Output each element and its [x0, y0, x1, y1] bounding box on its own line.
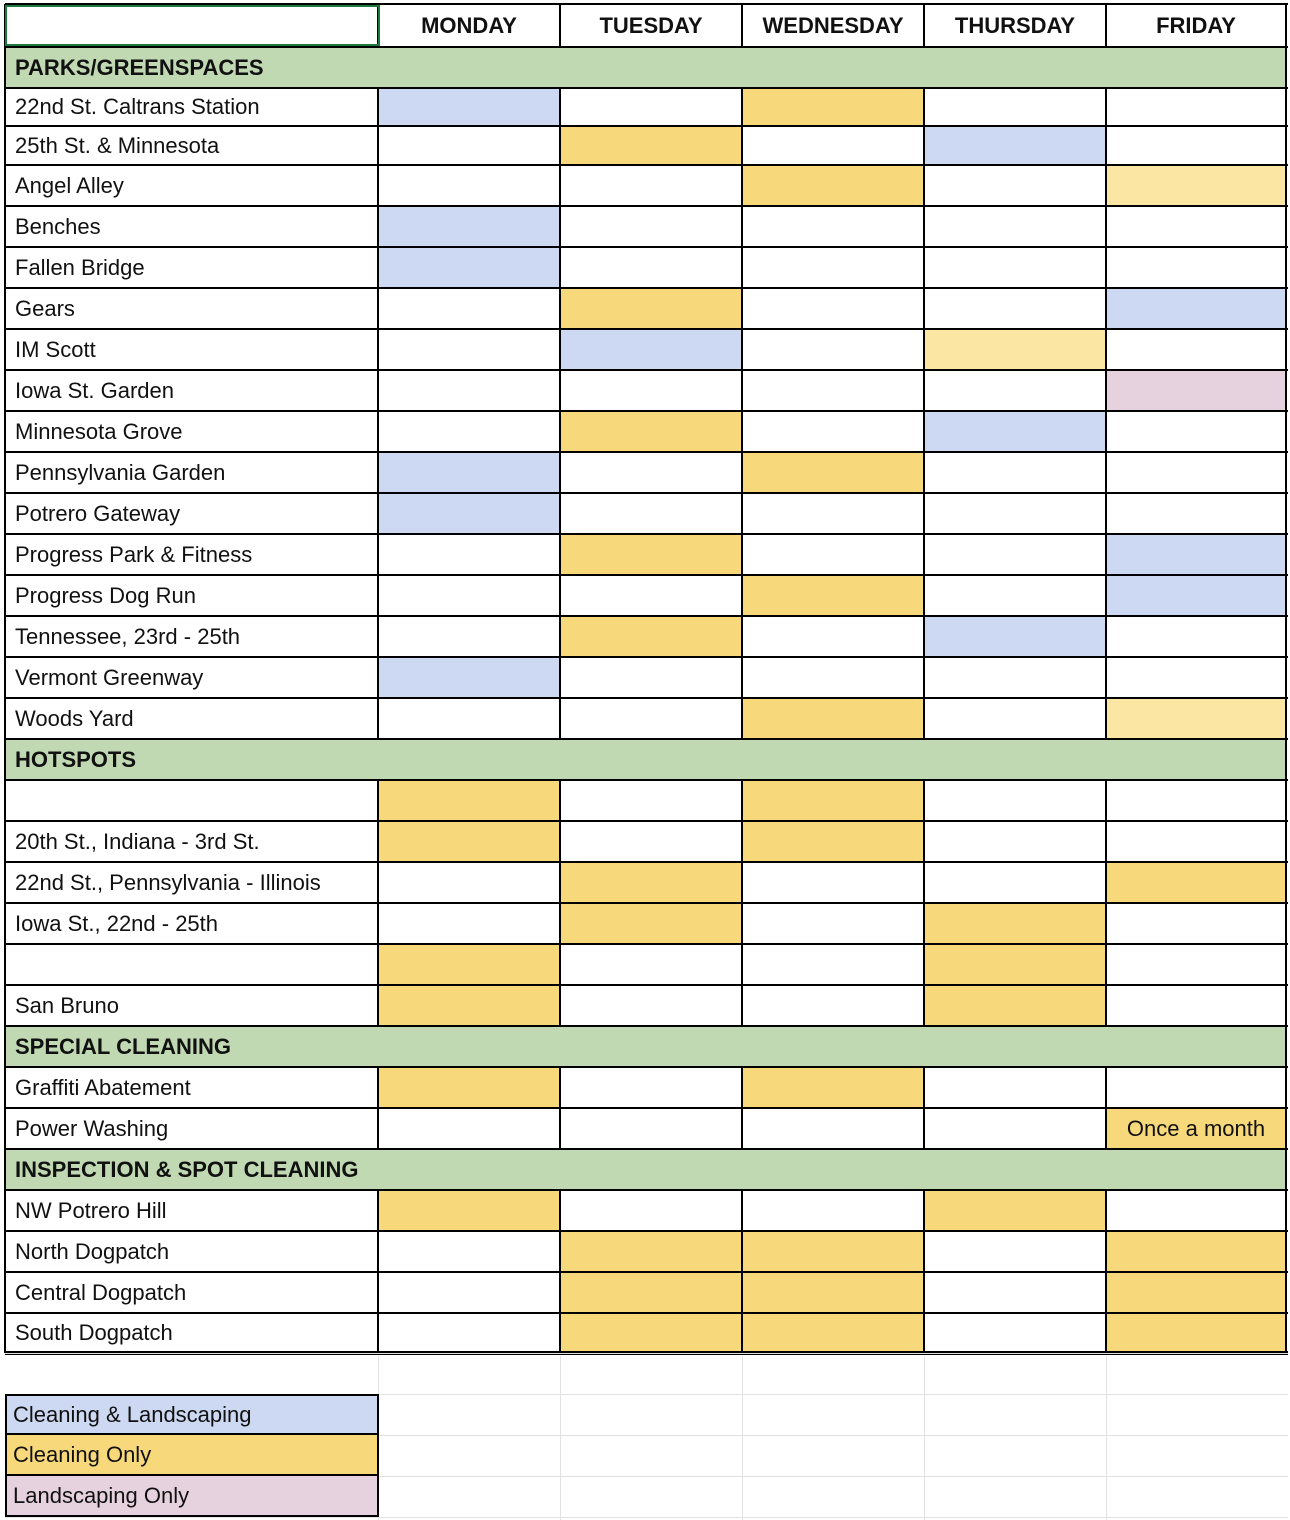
schedule-cell[interactable]	[924, 985, 1106, 1026]
grid-vline	[559, 88, 561, 739]
schedule-cell[interactable]	[742, 1313, 924, 1353]
grid-vline	[559, 4, 561, 47]
row-label[interactable]: North Dogpatch	[15, 1238, 170, 1264]
schedule-cell[interactable]	[378, 780, 560, 821]
schedule-cell[interactable]	[924, 780, 1106, 821]
schedule-cell[interactable]	[924, 862, 1106, 903]
grid-vline	[4, 4, 6, 1353]
schedule-cell[interactable]	[378, 1108, 560, 1149]
grid-hline	[5, 738, 1288, 740]
schedule-cell[interactable]	[560, 493, 742, 534]
grid-hline	[5, 656, 1288, 658]
sheet-gridline	[5, 1353, 1288, 1354]
schedule-cell[interactable]	[560, 247, 742, 288]
schedule-cell[interactable]	[924, 657, 1106, 698]
schedule-cell[interactable]	[924, 944, 1106, 985]
sheet-gridline	[924, 1356, 925, 1520]
schedule-cell[interactable]	[742, 370, 924, 411]
row-label[interactable]: Iowa St. Garden	[15, 377, 174, 403]
schedule-cell[interactable]	[560, 88, 742, 126]
schedule-cell[interactable]	[742, 206, 924, 247]
schedule-cell[interactable]	[560, 1190, 742, 1231]
schedule-cell[interactable]	[742, 616, 924, 657]
day-header-friday[interactable]: FRIDAY	[1156, 12, 1236, 38]
schedule-cell[interactable]	[742, 1231, 924, 1272]
schedule-cell[interactable]	[1106, 126, 1286, 165]
schedule-cell[interactable]	[1106, 944, 1286, 985]
schedule-cell[interactable]	[742, 1067, 924, 1108]
schedule-cell[interactable]	[1106, 534, 1286, 575]
schedule-cell[interactable]	[560, 944, 742, 985]
grid-hline	[5, 615, 1288, 617]
schedule-cell[interactable]	[924, 370, 1106, 411]
schedule-cell[interactable]	[378, 534, 560, 575]
schedule-cell[interactable]	[742, 534, 924, 575]
sheet-gridline	[742, 1356, 743, 1520]
grid-hline	[5, 1066, 1288, 1068]
schedule-cell[interactable]	[742, 1272, 924, 1313]
schedule-cell[interactable]	[742, 1190, 924, 1231]
schedule-cell[interactable]	[742, 862, 924, 903]
schedule-cell[interactable]	[378, 575, 560, 616]
schedule-cell[interactable]	[560, 903, 742, 944]
schedule-cell[interactable]	[924, 247, 1106, 288]
schedule-cell[interactable]	[1106, 1313, 1286, 1353]
grid-hline	[5, 943, 1288, 945]
schedule-cell[interactable]	[1106, 780, 1286, 821]
schedule-cell[interactable]	[742, 821, 924, 862]
schedule-cell[interactable]	[742, 575, 924, 616]
schedule-cell[interactable]	[1106, 985, 1286, 1026]
schedule-cell[interactable]	[1106, 698, 1286, 739]
schedule-cell[interactable]	[1106, 370, 1286, 411]
schedule-cell[interactable]	[560, 1067, 742, 1108]
schedule-cell[interactable]	[1106, 329, 1286, 370]
grid-vline	[741, 88, 743, 739]
schedule-cell[interactable]	[1106, 657, 1286, 698]
schedule-cell[interactable]	[1106, 862, 1286, 903]
row-label[interactable]: Graffiti Abatement	[15, 1074, 191, 1100]
grid-hline	[5, 164, 1288, 166]
schedule-cell[interactable]	[924, 616, 1106, 657]
schedule-cell[interactable]	[1106, 247, 1286, 288]
grid-vline	[1105, 1190, 1107, 1353]
schedule-cell[interactable]	[378, 288, 560, 329]
row-label[interactable]: Tennessee, 23rd - 25th	[15, 623, 241, 649]
schedule-cell[interactable]	[742, 165, 924, 206]
row-label[interactable]: Woods Yard	[15, 705, 134, 731]
grid-hline	[5, 984, 1288, 986]
schedule-cell[interactable]	[560, 698, 742, 739]
schedule-cell[interactable]	[378, 1231, 560, 1272]
legend-item: Cleaning Only	[5, 1435, 379, 1476]
grid-hline	[5, 246, 1288, 248]
grid-vline	[559, 1190, 561, 1353]
row-label[interactable]: Potrero Gateway	[15, 500, 181, 526]
grid-hline	[5, 820, 1288, 822]
schedule-cell[interactable]	[1106, 411, 1286, 452]
schedule-cell[interactable]	[1106, 88, 1286, 126]
schedule-cell[interactable]	[1106, 575, 1286, 616]
schedule-cell[interactable]	[378, 698, 560, 739]
selected-cell-outline	[5, 5, 380, 46]
row-label[interactable]: Power Washing	[15, 1115, 169, 1141]
grid-hline	[5, 451, 1288, 453]
schedule-cell[interactable]	[378, 657, 560, 698]
grid-vline	[923, 1067, 925, 1149]
schedule-cell[interactable]	[742, 329, 924, 370]
schedule-cell[interactable]	[924, 1190, 1106, 1231]
section-header: HOTSPOTS	[5, 739, 1286, 780]
schedule-cell[interactable]	[742, 657, 924, 698]
grid-hline	[5, 410, 1288, 412]
sheet-gridline	[1106, 1356, 1107, 1520]
schedule-cell[interactable]	[378, 616, 560, 657]
schedule-cell[interactable]	[1106, 165, 1286, 206]
grid-vline	[741, 1067, 743, 1149]
grid-vline	[741, 1190, 743, 1353]
schedule-cell[interactable]	[378, 985, 560, 1026]
grid-hline	[5, 125, 1288, 127]
day-header-monday[interactable]: MONDAY	[421, 12, 517, 38]
schedule-cell[interactable]	[1106, 1067, 1286, 1108]
schedule-cell[interactable]	[742, 452, 924, 493]
grid-vline	[923, 4, 925, 47]
row-label[interactable]	[5, 780, 378, 821]
schedule-cell[interactable]	[560, 821, 742, 862]
grid-vline	[1105, 4, 1107, 47]
row-label[interactable]: San Bruno	[15, 992, 119, 1018]
grid-vline	[741, 780, 743, 1026]
schedule-cell[interactable]	[924, 1231, 1106, 1272]
schedule-cell[interactable]	[560, 862, 742, 903]
grid-hline	[5, 328, 1288, 330]
grid-vline	[923, 780, 925, 1026]
schedule-cell[interactable]	[742, 698, 924, 739]
row-label[interactable]: 20th St., Indiana - 3rd St.	[15, 828, 260, 854]
schedule-cell[interactable]	[742, 780, 924, 821]
row-label[interactable]: Progress Park & Fitness	[15, 541, 253, 567]
section-header: SPECIAL CLEANING	[5, 1026, 1286, 1067]
grid-vline	[1105, 780, 1107, 1026]
grid-hline	[5, 902, 1288, 904]
schedule-cell[interactable]	[560, 329, 742, 370]
grid-vline	[741, 4, 743, 47]
schedule-cell[interactable]	[378, 165, 560, 206]
schedule-cell[interactable]	[742, 411, 924, 452]
schedule-cell[interactable]	[1106, 206, 1286, 247]
schedule-cell[interactable]	[378, 493, 560, 534]
grid-vline	[377, 88, 379, 739]
day-header-wednesday[interactable]: WEDNESDAY	[762, 12, 904, 38]
schedule-cell[interactable]	[924, 206, 1106, 247]
schedule-cell[interactable]	[560, 206, 742, 247]
sheet-gridline	[560, 1356, 561, 1520]
grid-vline	[923, 1190, 925, 1353]
schedule-cell[interactable]	[742, 903, 924, 944]
schedule-cell[interactable]	[378, 329, 560, 370]
grid-hline	[5, 779, 1288, 781]
row-label[interactable]: Central Dogpatch	[15, 1279, 187, 1305]
schedule-cell[interactable]	[378, 1313, 560, 1353]
schedule-cell[interactable]	[378, 1272, 560, 1313]
grid-hline	[5, 205, 1288, 207]
schedule-cell[interactable]	[378, 88, 560, 126]
schedule-cell[interactable]	[742, 126, 924, 165]
grid-vline	[1105, 1067, 1107, 1149]
schedule-cell[interactable]	[742, 88, 924, 126]
row-label[interactable]: Angel Alley	[15, 172, 124, 198]
grid-hline	[5, 697, 1288, 699]
schedule-cell[interactable]	[924, 903, 1106, 944]
schedule-cell[interactable]	[924, 452, 1106, 493]
grid-hline	[5, 46, 1288, 48]
schedule-cell[interactable]	[1106, 903, 1286, 944]
grid-hline	[5, 533, 1288, 535]
row-label[interactable]: Pennsylvania Garden	[15, 459, 226, 485]
schedule-cell[interactable]	[378, 862, 560, 903]
schedule-cell[interactable]	[742, 493, 924, 534]
legend-item: Cleaning & Landscaping	[5, 1394, 379, 1435]
grid-vline	[377, 1067, 379, 1149]
schedule-cell[interactable]	[924, 1272, 1106, 1313]
grid-hline	[5, 87, 1288, 89]
schedule-cell[interactable]	[924, 534, 1106, 575]
grid-hline	[5, 1148, 1288, 1150]
row-label[interactable]	[5, 944, 378, 985]
schedule-cell[interactable]	[742, 1108, 924, 1149]
section-header: INSPECTION & SPOT CLEANING	[5, 1149, 1286, 1190]
row-label[interactable]: 22nd St., Pennsylvania - Illinois	[15, 869, 321, 895]
schedule-cell[interactable]	[560, 288, 742, 329]
schedule-cell[interactable]	[1106, 821, 1286, 862]
schedule-cell[interactable]	[924, 329, 1106, 370]
schedule-cell[interactable]	[560, 1272, 742, 1313]
schedule-cell[interactable]	[1106, 493, 1286, 534]
row-label[interactable]: Minnesota Grove	[15, 418, 183, 444]
row-label[interactable]: Gears	[15, 295, 75, 321]
grid-hline	[5, 574, 1288, 576]
grid-hline	[5, 1271, 1288, 1273]
schedule-cell[interactable]	[560, 452, 742, 493]
schedule-cell[interactable]	[742, 944, 924, 985]
schedule-cell[interactable]	[378, 452, 560, 493]
schedule-cell[interactable]	[924, 821, 1106, 862]
grid-vline	[1105, 88, 1107, 739]
schedule-cell[interactable]	[560, 985, 742, 1026]
row-label[interactable]: 25th St. & Minnesota	[15, 132, 220, 158]
schedule-cell[interactable]	[1106, 452, 1286, 493]
schedule-cell[interactable]	[924, 411, 1106, 452]
grid-vline	[377, 1190, 379, 1353]
schedule-cell[interactable]	[560, 575, 742, 616]
row-label[interactable]: Benches	[15, 213, 101, 239]
schedule-cell[interactable]	[742, 247, 924, 288]
schedule-cell[interactable]	[378, 206, 560, 247]
grid-hline	[5, 1107, 1288, 1109]
grid-hline	[5, 1025, 1288, 1027]
legend-item: Landscaping Only	[5, 1476, 379, 1517]
schedule-cell[interactable]	[378, 247, 560, 288]
schedule-cell[interactable]	[560, 616, 742, 657]
schedule-cell[interactable]	[378, 126, 560, 165]
grid-hline	[5, 287, 1288, 289]
schedule-cell[interactable]	[1106, 616, 1286, 657]
schedule-cell[interactable]	[560, 165, 742, 206]
schedule-cell[interactable]	[1106, 1272, 1286, 1313]
schedule-cell[interactable]	[560, 1108, 742, 1149]
row-label[interactable]: NW Potrero Hill	[15, 1197, 167, 1223]
schedule-cell[interactable]	[378, 1190, 560, 1231]
schedule-cell[interactable]	[560, 370, 742, 411]
sheet-gridline	[5, 1517, 1288, 1518]
row-label[interactable]: Iowa St., 22nd - 25th	[15, 910, 219, 936]
day-header-tuesday[interactable]: TUESDAY	[599, 12, 703, 38]
schedule-cell[interactable]	[378, 944, 560, 985]
schedule-cell[interactable]	[560, 1231, 742, 1272]
schedule-cell[interactable]	[560, 657, 742, 698]
row-label[interactable]: Vermont Greenway	[15, 664, 204, 690]
grid-hline	[5, 369, 1288, 371]
schedule-cell[interactable]	[378, 1067, 560, 1108]
schedule-cell[interactable]	[924, 126, 1106, 165]
schedule-cell[interactable]	[378, 370, 560, 411]
grid-vline	[559, 1067, 561, 1149]
grid-hline	[5, 492, 1288, 494]
grid-hline	[5, 1312, 1288, 1314]
grid-hline	[5, 861, 1288, 863]
day-header-thursday[interactable]: THURSDAY	[954, 12, 1076, 38]
schedule-cell[interactable]	[378, 903, 560, 944]
grid-vline	[377, 780, 379, 1026]
schedule-cell[interactable]	[378, 411, 560, 452]
schedule-cell[interactable]: Once a month	[1106, 1108, 1286, 1149]
schedule-cell[interactable]	[1106, 288, 1286, 329]
schedule-cell[interactable]	[924, 698, 1106, 739]
schedule-cell[interactable]	[924, 165, 1106, 206]
schedule-cell[interactable]	[924, 493, 1106, 534]
row-label[interactable]: South Dogpatch	[15, 1320, 173, 1345]
row-label[interactable]: 22nd St. Caltrans Station	[15, 94, 260, 119]
schedule-cell[interactable]	[924, 288, 1106, 329]
schedule-cell[interactable]	[924, 575, 1106, 616]
schedule-cell[interactable]	[378, 821, 560, 862]
schedule-cell[interactable]	[560, 780, 742, 821]
schedule-cell[interactable]	[924, 1313, 1106, 1353]
row-label[interactable]: Progress Dog Run	[15, 582, 196, 608]
schedule-cell[interactable]	[1106, 1231, 1286, 1272]
schedule-cell[interactable]	[924, 1067, 1106, 1108]
grid-vline	[559, 780, 561, 1026]
grid-vline	[1285, 4, 1287, 1353]
row-label[interactable]: Fallen Bridge	[15, 254, 145, 280]
schedule-cell[interactable]	[742, 985, 924, 1026]
grid-hline	[5, 1230, 1288, 1232]
schedule-cell[interactable]	[560, 1313, 742, 1353]
row-label[interactable]: IM Scott	[15, 336, 96, 362]
grid-hline	[5, 1189, 1288, 1191]
schedule-cell[interactable]	[560, 126, 742, 165]
schedule-cell[interactable]	[742, 288, 924, 329]
section-header: PARKS/GREENSPACES	[5, 47, 1286, 88]
schedule-cell[interactable]	[924, 88, 1106, 126]
schedule-cell[interactable]	[560, 534, 742, 575]
schedule-cell[interactable]	[924, 1108, 1106, 1149]
grid-vline	[923, 88, 925, 739]
schedule-cell[interactable]	[560, 411, 742, 452]
schedule-cell[interactable]	[1106, 1190, 1286, 1231]
